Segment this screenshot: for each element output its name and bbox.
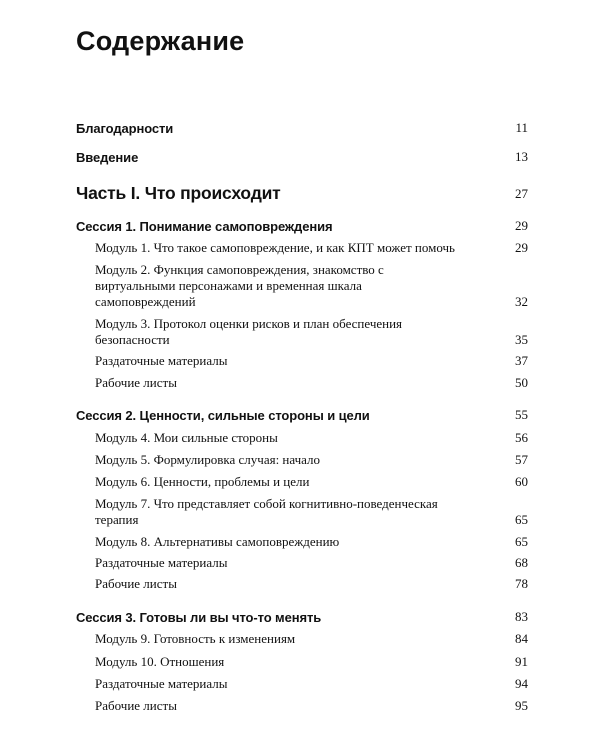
- toc-session-label: Сессия 3. Готовы ли вы что-то менять: [76, 610, 322, 625]
- toc-entry-module-4[interactable]: [95, 430, 528, 446]
- toc-entry-module-8[interactable]: [95, 534, 528, 550]
- toc-entry-module-3[interactable]: [95, 316, 528, 348]
- toc-entry-page: 50: [515, 375, 528, 390]
- toc-entry-module-9[interactable]: [95, 631, 528, 647]
- toc-entry-label: Модуль 7. Что представляет собой когнитивно-поведенческая терапия: [95, 496, 438, 527]
- toc-entry-label: Благодарности: [76, 121, 174, 136]
- toc-entry-worksheets-3[interactable]: [95, 698, 528, 714]
- toc-entry-page: 65: [515, 512, 528, 527]
- toc-entry-label: Раздаточные материалы: [95, 353, 228, 368]
- toc-entry-module-1[interactable]: [95, 240, 528, 256]
- toc-entry-label: Модуль 6. Ценности, проблемы и цели: [95, 474, 310, 489]
- toc-entry-acknowledgements[interactable]: [76, 120, 528, 136]
- toc-entry-worksheets-2[interactable]: [95, 576, 528, 592]
- toc-part-1[interactable]: [76, 183, 528, 204]
- toc-session-2[interactable]: [76, 407, 528, 423]
- toc-entry-page: 65: [515, 534, 528, 549]
- toc-entry-page: 68: [515, 555, 528, 570]
- toc-entry-label: Модуль 8. Альтернативы самоповреждению: [95, 534, 340, 549]
- toc-entry-label: Модуль 1. Что такое самоповреждение, и как КПТ может помочь: [95, 240, 455, 255]
- toc-entry-label: Модуль 9. Готовность к изменениям: [95, 631, 296, 646]
- toc-entry-page: 56: [515, 430, 528, 445]
- toc-entry-page: 32: [515, 294, 528, 309]
- toc-entry-page: 95: [515, 698, 528, 713]
- toc-entry-page: 94: [515, 676, 528, 691]
- toc-session-page: 83: [515, 609, 528, 624]
- toc-entry-page: 37: [515, 353, 528, 368]
- toc-entry-page: 91: [515, 654, 528, 669]
- toc-entry-worksheets-1[interactable]: [95, 375, 528, 391]
- toc-entry-page: 57: [515, 452, 528, 467]
- toc-entry-page: 11: [515, 120, 528, 135]
- toc-part-page: 27: [515, 186, 528, 201]
- toc-entry-module-6[interactable]: [95, 474, 528, 490]
- toc-entry-handouts-3[interactable]: [95, 676, 528, 692]
- toc-entry-label: Рабочие листы: [95, 576, 177, 591]
- toc-session-label: Сессия 1. Понимание самоповреждения: [76, 219, 333, 234]
- toc-session-page: 29: [515, 218, 528, 233]
- toc-session-1[interactable]: [76, 218, 528, 234]
- toc-entry-label: Рабочие листы: [95, 375, 177, 390]
- toc-entry-label: Модуль 2. Функция самоповреждения, знакомство с виртуальными персонажами и временная шкала самоповреждений: [95, 262, 384, 309]
- toc-part-label: Часть I. Что происходит: [76, 183, 281, 203]
- toc-entry-introduction[interactable]: [76, 149, 528, 165]
- toc-entry-label: Рабочие листы: [95, 698, 177, 713]
- toc-session-page: 55: [515, 407, 528, 422]
- toc-entry-page: 84: [515, 631, 528, 646]
- toc-entry-module-2[interactable]: [95, 262, 528, 310]
- toc-entry-module-5[interactable]: [95, 452, 528, 468]
- toc-session-label: Сессия 2. Ценности, сильные стороны и цели: [76, 408, 370, 423]
- toc-entry-label: Модуль 4. Мои сильные стороны: [95, 430, 278, 445]
- toc-entry-page: 78: [515, 576, 528, 591]
- toc-entry-label: Введение: [76, 150, 139, 165]
- toc-entry-page: 60: [515, 474, 528, 489]
- toc-entry-module-10[interactable]: [95, 654, 528, 670]
- toc-entry-page: 13: [515, 149, 528, 164]
- page-title: Содержание: [76, 26, 245, 56]
- toc-entry-label: Модуль 10. Отношения: [95, 654, 225, 669]
- toc-entry-page: 29: [515, 240, 528, 255]
- toc-entry-label: Раздаточные материалы: [95, 676, 228, 691]
- toc-entry-label: Раздаточные материалы: [95, 555, 228, 570]
- toc-entry-handouts-1[interactable]: [95, 353, 528, 369]
- toc-entry-page: 35: [515, 332, 528, 347]
- toc-entry-module-7[interactable]: [95, 496, 528, 528]
- toc-session-3[interactable]: [76, 609, 528, 625]
- toc-entry-handouts-2[interactable]: [95, 555, 528, 571]
- toc-entry-label: Модуль 3. Протокол оценки рисков и план обеспечения безопасности: [95, 316, 403, 347]
- toc-entry-label: Модуль 5. Формулировка случая: начало: [95, 452, 321, 467]
